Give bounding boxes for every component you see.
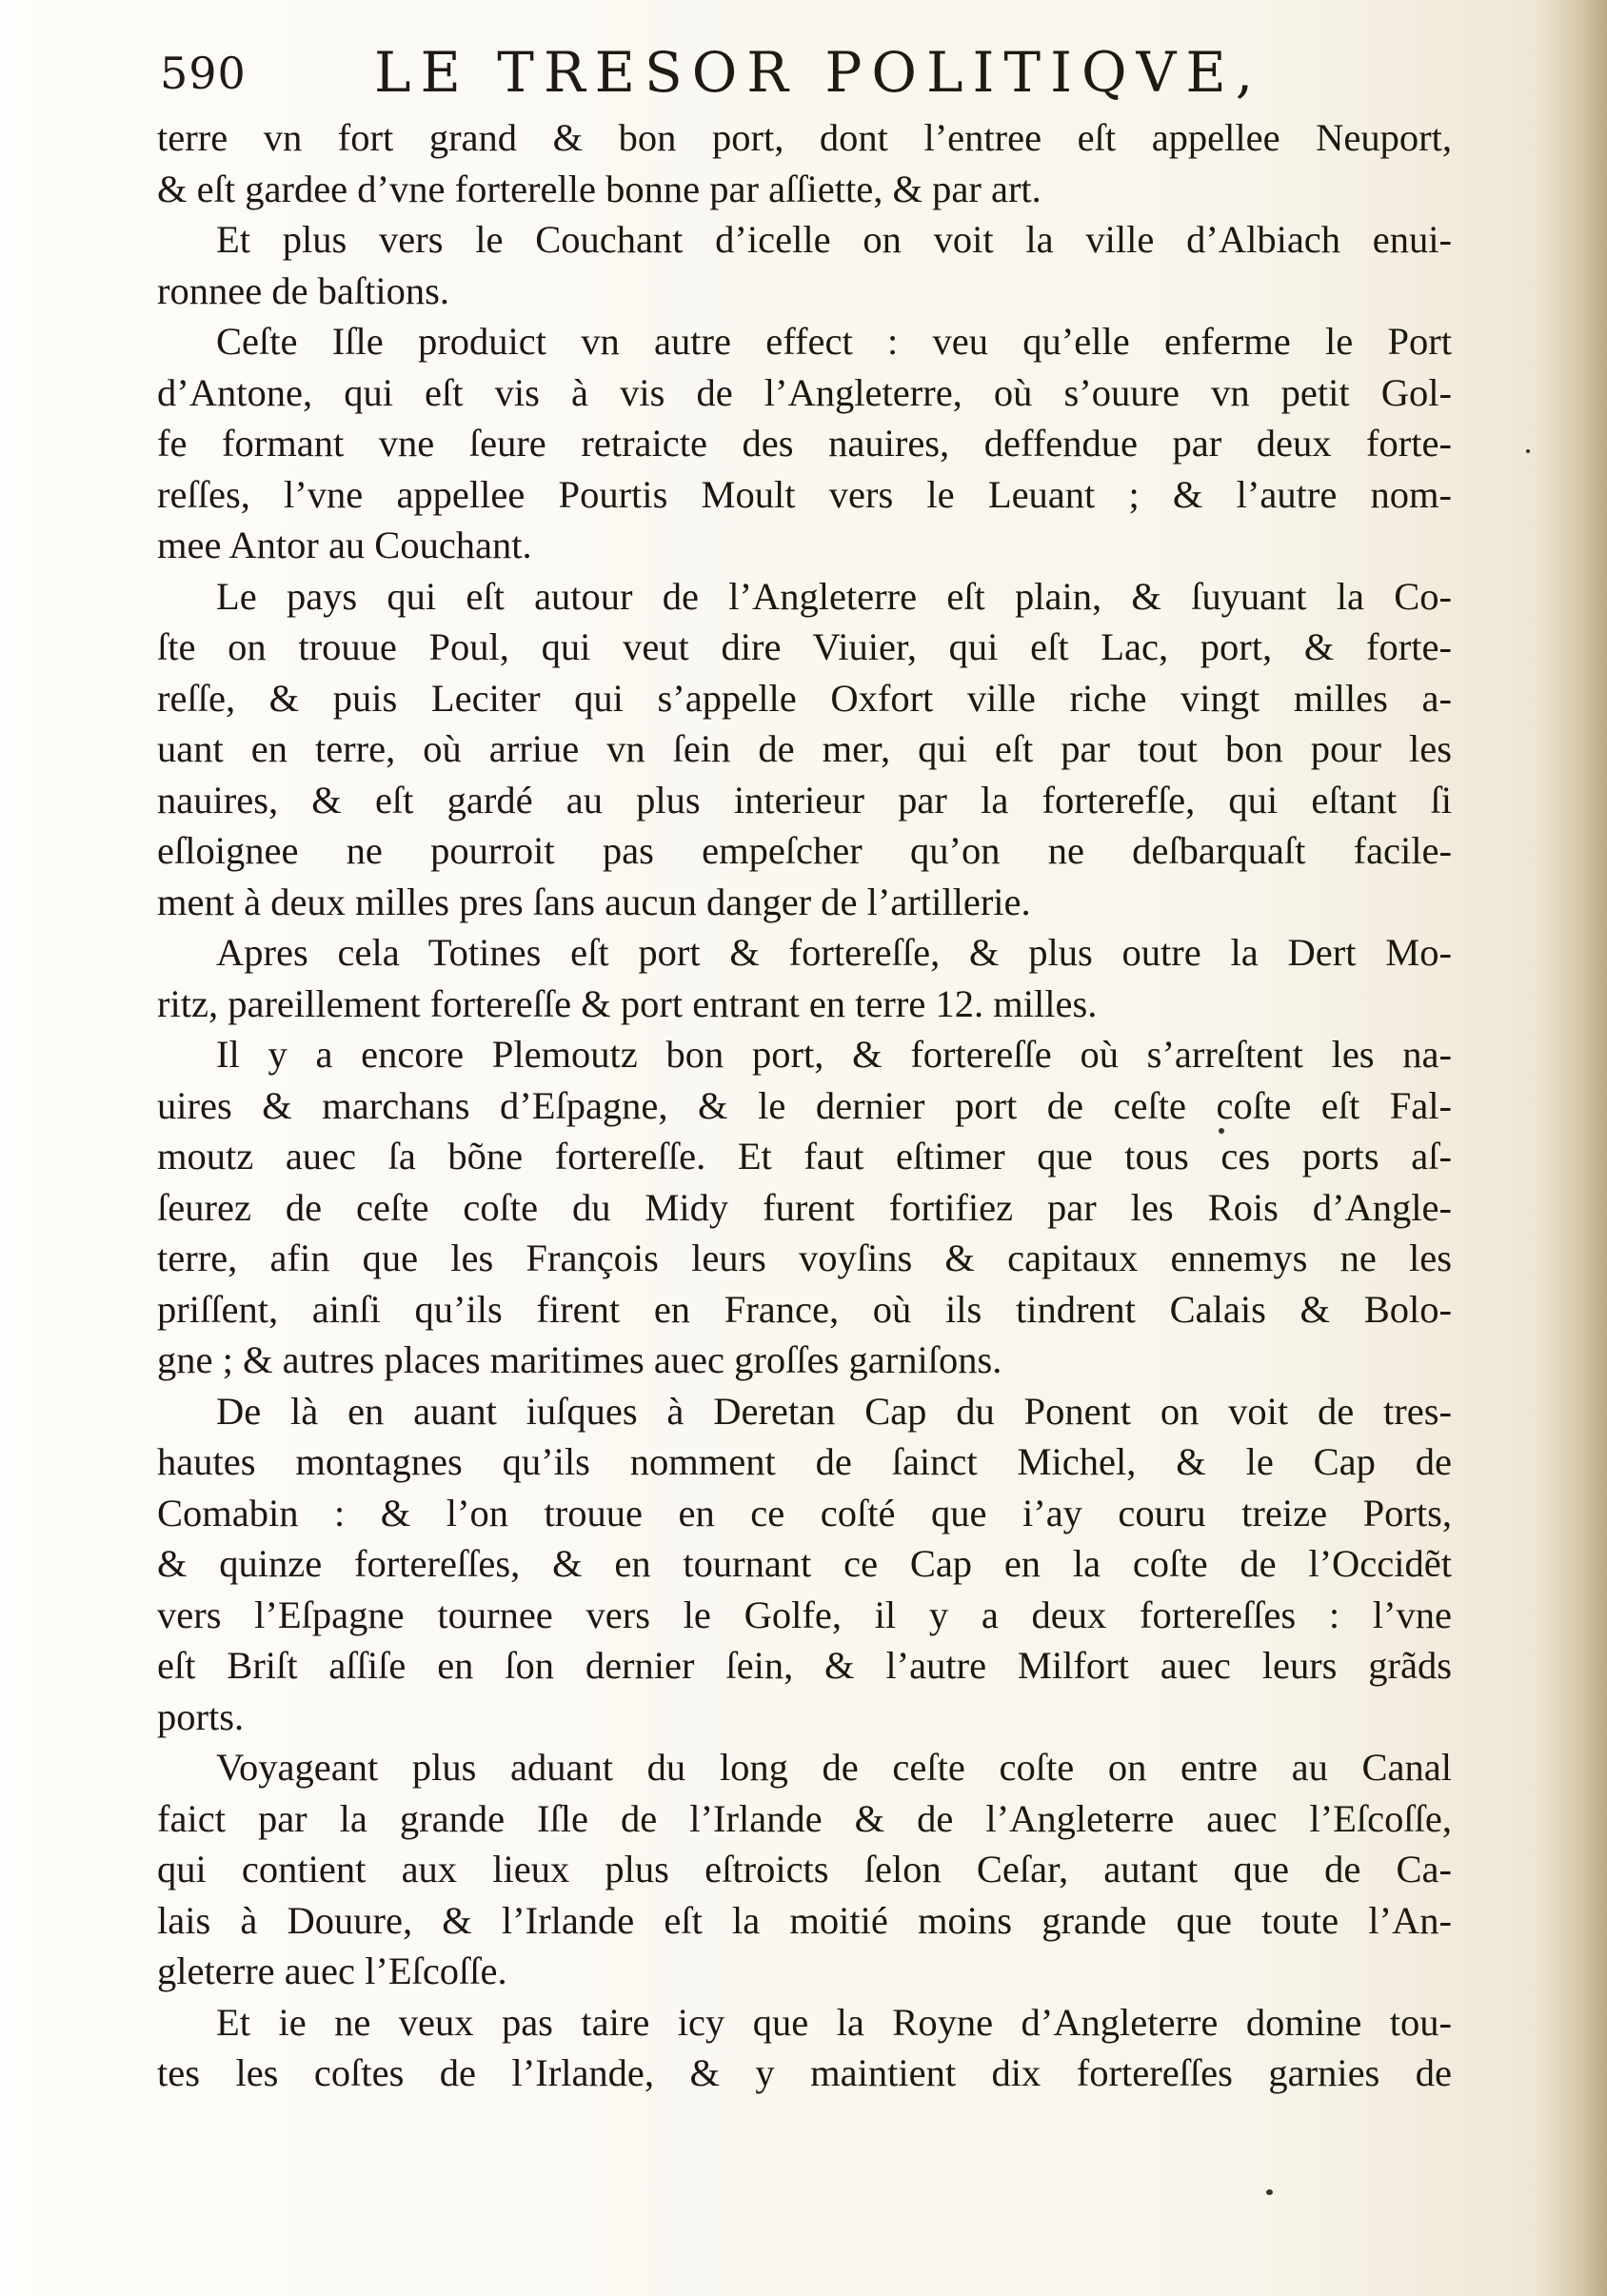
text-line: Et plus vers le Couchant d’icelle on voit la ville d’Albiach enui-: [216, 218, 1452, 261]
text-line: & eſt gardee d’vne forterelle bonne par aſſiette, & par art.: [157, 167, 1042, 210]
text-line: Ceſte Iſle produict vn autre effect : veu qu’elle enferme le Port: [216, 320, 1452, 363]
text-line: ſeurez de ceſte coſte du Midy furent fortifiez par les Rois d’Angle-: [157, 1185, 1452, 1229]
ink-speck: [1526, 449, 1530, 453]
text-line: Voyageant plus aduant du long de ceſte coſte on entre au Canal: [216, 1746, 1452, 1789]
text-line: & quinze fortereſſes, & en tournant ce Cap en la coſte de l’Occidẽt: [157, 1542, 1452, 1585]
text-line: eſloignee ne pourroit pas empeſcher qu’on ne deſbarquaſt facile-: [157, 829, 1452, 872]
text-line: terre, afin que les François leurs voyſins & capitaux ennemys ne les: [157, 1237, 1452, 1279]
text-line: hautes montagnes qu’ils nomment de ſainct Michel, & le Cap de: [157, 1440, 1452, 1483]
text-line: gne ; & autres places maritimes auec groſſes garniſons.: [157, 1338, 1002, 1381]
text-line: priſſent, ainſi qu’ils firent en France, où ils tindrent Calais & Bolo-: [157, 1287, 1452, 1331]
text-line: mee Antor au Couchant.: [157, 524, 532, 566]
text-line: Et ie ne veux pas taire icy que la Royne d’Angleterre domine tou-: [216, 2000, 1452, 2044]
text-line: Comabin : & l’on trouue en ce coſté que i’ay couru treize Ports,: [157, 1491, 1452, 1534]
text-line: faict par la grande Iſle de l’Irlande & de l’Angleterre auec l’Eſcoſſe,: [157, 1796, 1452, 1840]
page-gutter-shadow: [1540, 0, 1607, 2296]
text-line: reſſes, l’vne appellee Pourtis Moult vers le Leuant ; & l’autre nom-: [157, 472, 1452, 516]
text-line: fe formant vne ſeure retraicte des nauires, deffendue par deux forte-: [157, 422, 1452, 465]
text-line: ſte on trouue Poul, qui veut dire Viuier, qui eſt Lac, port, & forte-: [157, 625, 1452, 668]
text-line: Le pays qui eſt autour de l’Angleterre eſt plain, & ſuyuant la Co-: [216, 574, 1452, 618]
text-line: tes les coſtes de l’Irlande, & y maintient dix fortereſſes garnies de: [157, 2051, 1452, 2094]
text-line: Apres cela Totines eſt port & fortereſſe, & plus outre la Dert Mo-: [216, 931, 1452, 974]
body-text: [157, 112, 1452, 2099]
text-line: lais à Douure, & l’Irlande eſt la moitié moins grande que toute l’An-: [157, 1898, 1452, 1942]
ink-speck: [1266, 2189, 1273, 2195]
text-line: uires & marchans d’Eſpagne, & le dernier port de ceſte coſte eſt Fal-: [157, 1083, 1452, 1127]
page-number: 590: [160, 48, 247, 99]
text-line: gleterre auec l’Eſcoſſe.: [157, 1950, 507, 1992]
text-line: reſſe, & puis Leciter qui s’appelle Oxfort ville riche vingt milles a-: [157, 676, 1452, 720]
ink-speck: [1219, 1128, 1224, 1134]
text-line: moutz auec ſa bõne fortereſſe. Et faut eſtimer que tous ces ports aſ-: [157, 1135, 1452, 1178]
text-line: vers l’Eſpagne tournee vers le Golfe, il y a deux fortereſſes : l’vne: [157, 1593, 1452, 1636]
page-header: [160, 36, 1493, 122]
text-line: eſt Briſt aſſiſe en ſon dernier ſein, & l’autre Milfort auec leurs grãds: [157, 1644, 1452, 1687]
text-line: d’Antone, qui eſt vis à vis de l’Angleterre, où s’ouure vn petit Gol-: [157, 370, 1452, 414]
text-line: De là en auant iuſques à Deretan Cap du Ponent on voit de tres-: [216, 1389, 1452, 1433]
text-line: nauires, & eſt gardé au plus interieur par la forterefſe, qui eſtant ſi: [157, 778, 1452, 821]
text-line: qui contient aux lieux plus eſtroicts ſelon Ceſar, autant que de Ca-: [157, 1848, 1452, 1890]
text-line: ment à deux milles pres ſans aucun danger de l’artillerie.: [157, 880, 1031, 923]
text-line: ports.: [157, 1694, 245, 1738]
running-title: LE TRESOR POLITIQVE,: [374, 40, 1263, 105]
text-line: terre vn fort grand & bon port, dont l’entree eſt appellee Neuport,: [157, 116, 1452, 159]
text-line: uant en terre, où arriue vn ſein de mer, qui eſt par tout bon pour les: [157, 727, 1452, 770]
text-line: ritz, pareillement fortereſſe & port entrant en terre 12. milles.: [157, 981, 1098, 1025]
text-line: Il y a encore Plemoutz bon port, & fortereſſe où s’arreſtent les na-: [216, 1033, 1452, 1076]
text-line: ronnee de baſtions.: [157, 268, 450, 312]
